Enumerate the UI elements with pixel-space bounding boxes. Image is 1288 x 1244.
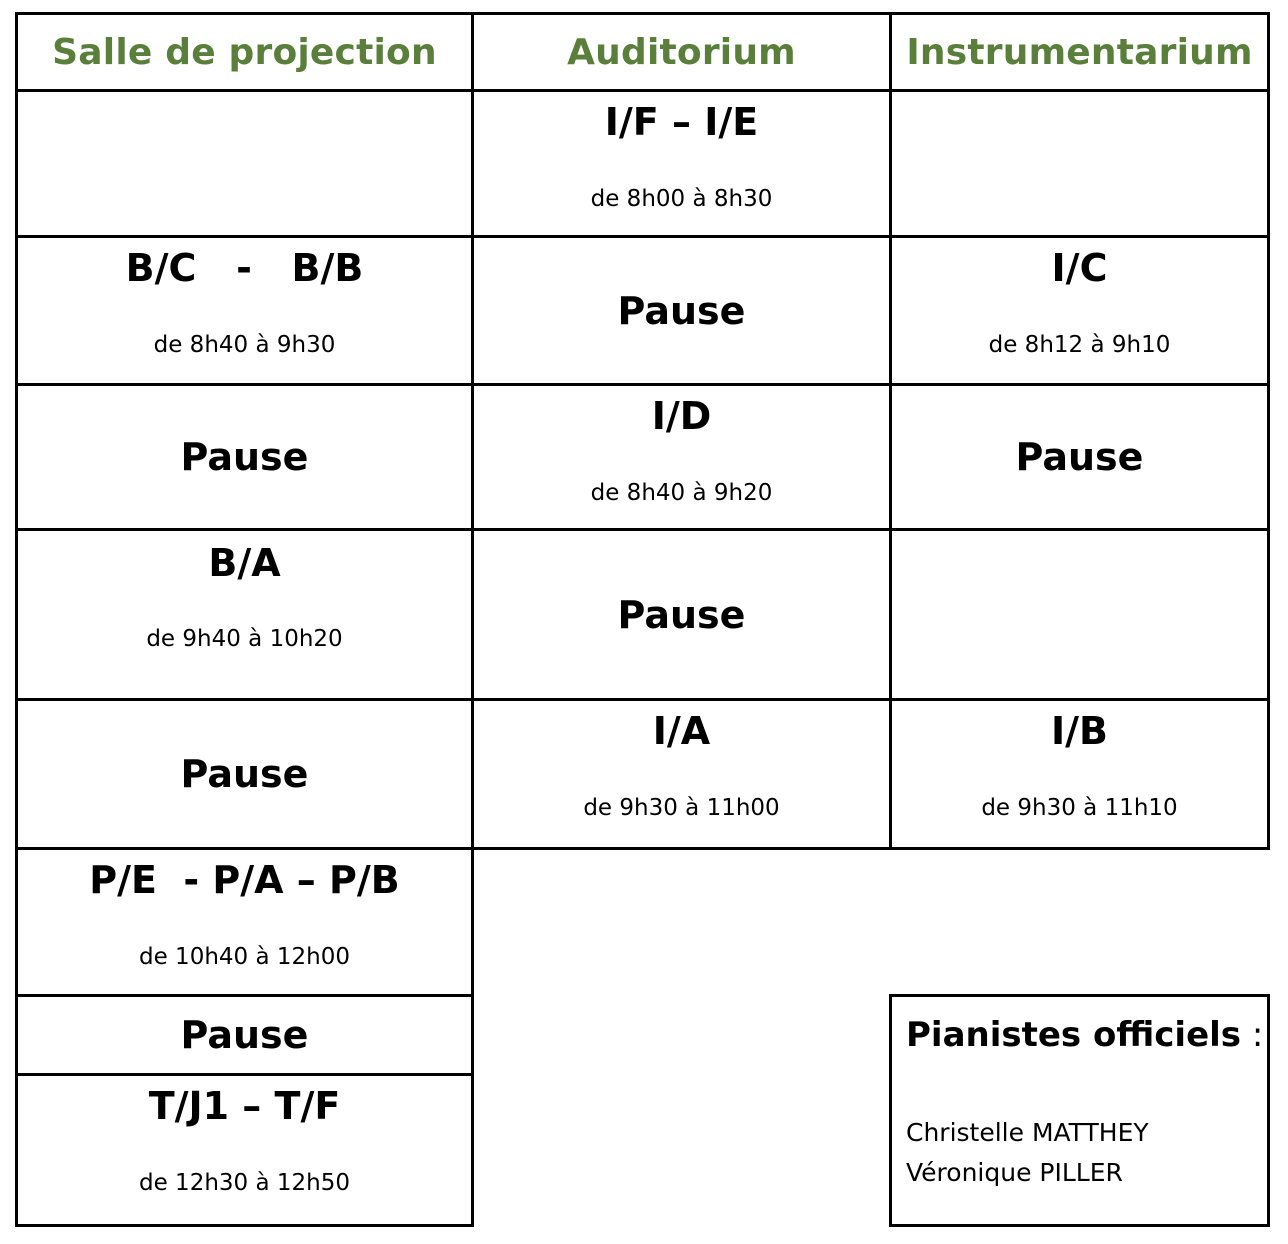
salle-row7-pause	[15, 994, 474, 1076]
header-instrumentarium	[889, 12, 1270, 92]
pause-label: Pause	[1015, 435, 1144, 479]
header-instrumentarium-label: Instrumentarium	[906, 31, 1253, 73]
slot-time: de 10h40 à 12h00	[139, 944, 350, 970]
slot-time: de 9h30 à 11h10	[981, 795, 1178, 821]
slot-code: I/C	[1051, 246, 1108, 290]
instrumentarium-row2-slot	[889, 235, 1270, 386]
slot-time: de 8h12 à 9h10	[988, 332, 1171, 358]
pianists-colon: :	[1241, 1015, 1264, 1055]
slot-time: de 9h40 à 10h20	[146, 626, 343, 652]
pianist-name-2: Véronique PILLER	[906, 1158, 1123, 1187]
slot-code: B/C - B/B	[125, 246, 364, 290]
salle-row1-empty	[15, 89, 474, 238]
instrumentarium-row3-pause	[889, 383, 1270, 531]
pianist-name-1: Christelle MATTHEY	[906, 1118, 1149, 1147]
auditorium-row2-pause	[471, 235, 892, 386]
pianists-title-label: Pianistes officiels	[906, 1015, 1242, 1055]
slot-code: I/A	[652, 709, 711, 753]
instrumentarium-row4-empty	[889, 528, 1270, 701]
salle-row2-slot	[15, 235, 474, 386]
header-auditorium	[471, 12, 892, 92]
slot-code: I/D	[651, 394, 712, 438]
salle-row6-slot	[15, 847, 474, 997]
header-auditorium-label: Auditorium	[567, 31, 796, 73]
slot-time: de 12h30 à 12h50	[139, 1170, 350, 1196]
salle-row5-pause	[15, 698, 474, 850]
salle-row4-slot	[15, 528, 474, 701]
slot-code: P/E - P/A – P/B	[89, 858, 400, 902]
pause-label: Pause	[180, 752, 309, 796]
pause-label: Pause	[180, 1013, 309, 1057]
header-salle-de-projection	[15, 12, 474, 92]
instrumentarium-row1-empty	[889, 89, 1270, 238]
slot-time: de 9h30 à 11h00	[583, 795, 780, 821]
slot-code: T/J1 – T/F	[148, 1084, 341, 1128]
slot-time: de 8h40 à 9h30	[153, 332, 336, 358]
pianists-box	[889, 994, 1270, 1227]
pianists-title	[906, 1015, 1263, 1055]
slot-code: I/F – I/E	[604, 100, 759, 144]
instrumentarium-row5-slot	[889, 698, 1270, 850]
pause-label: Pause	[180, 435, 309, 479]
slot-code: B/A	[208, 541, 281, 585]
header-salle-label: Salle de projection	[52, 31, 437, 73]
pause-label: Pause	[617, 592, 746, 637]
auditorium-row4-pause	[471, 528, 892, 701]
pianists-names	[906, 1113, 1149, 1193]
slot-time: de 8h00 à 8h30	[590, 186, 773, 212]
pause-label: Pause	[617, 288, 746, 333]
salle-row3-pause	[15, 383, 474, 531]
auditorium-row1-slot	[471, 89, 892, 238]
salle-row8-slot	[15, 1073, 474, 1227]
auditorium-row3-slot	[471, 383, 892, 531]
slot-code: I/B	[1051, 709, 1108, 753]
slot-time: de 8h40 à 9h20	[590, 480, 773, 506]
auditorium-row5-slot	[471, 698, 892, 850]
